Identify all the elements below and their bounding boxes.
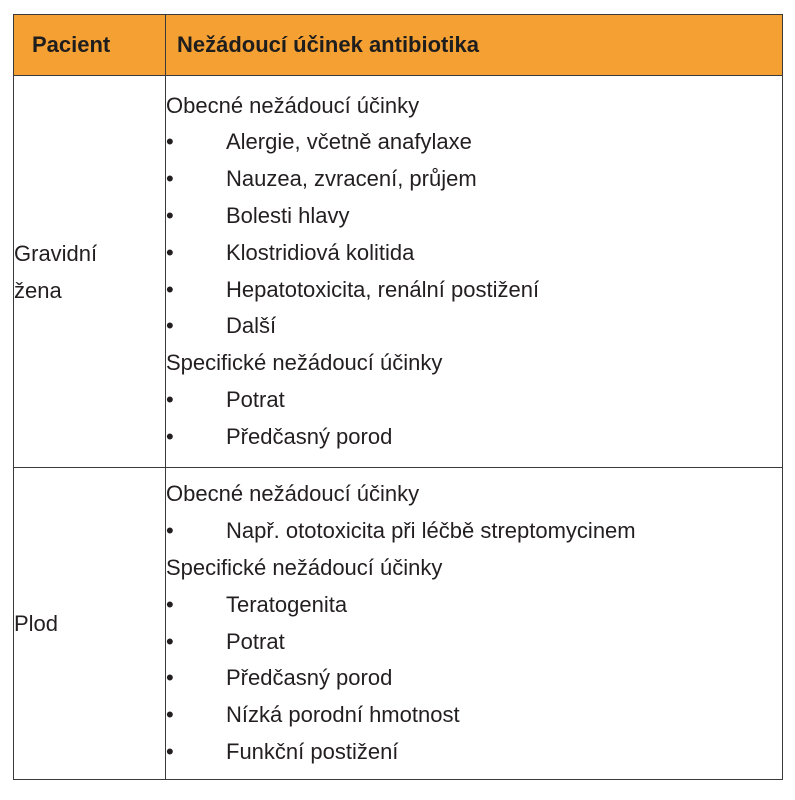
patient-label-line2: žena bbox=[14, 277, 62, 303]
list-item bbox=[166, 308, 782, 345]
group-heading: Specifické nežádoucí účinky bbox=[166, 350, 443, 376]
list-item bbox=[166, 734, 782, 771]
list-item-text: Předčasný porod bbox=[226, 423, 393, 449]
bullet-icon: • bbox=[166, 738, 174, 764]
list-item-text: Nízká porodní hmotnost bbox=[226, 702, 460, 728]
group-heading: Specifické nežádoucí účinky bbox=[166, 554, 443, 580]
list-item-text: Hepatotoxicita, renální postižení bbox=[226, 276, 540, 302]
table-row bbox=[14, 76, 783, 468]
header-patient: Pacient bbox=[14, 15, 166, 76]
bullet-icon: • bbox=[166, 313, 174, 339]
bullet-icon: • bbox=[166, 276, 174, 302]
list-item-text: Např. ototoxicita při léčbě streptomycinem bbox=[226, 518, 636, 544]
header-row bbox=[14, 15, 783, 76]
list-item-text: Potrat bbox=[226, 628, 285, 654]
bullet-icon: • bbox=[166, 518, 174, 544]
patient-label-line1: Gravidní bbox=[14, 240, 98, 266]
patient-label-line1: Plod bbox=[14, 611, 59, 636]
list-item bbox=[166, 272, 782, 309]
list-item bbox=[166, 419, 782, 456]
group-heading: Obecné nežádoucí účinky bbox=[166, 92, 420, 118]
bullet-icon: • bbox=[166, 628, 174, 654]
list-item bbox=[166, 161, 782, 198]
list-item bbox=[166, 235, 782, 272]
list-item-text: Další bbox=[226, 313, 277, 339]
list-item bbox=[166, 382, 782, 419]
patient-cell bbox=[14, 76, 166, 468]
header-adverse-effect: Nežádoucí účinek antibiotika bbox=[166, 15, 783, 76]
bullet-icon: • bbox=[166, 129, 174, 155]
bullet-icon: • bbox=[166, 702, 174, 728]
group-heading: Obecné nežádoucí účinky bbox=[166, 481, 420, 507]
bullet-icon: • bbox=[166, 239, 174, 265]
patient-cell bbox=[14, 468, 166, 780]
list-item-text: Alergie, včetně anafylaxe bbox=[226, 129, 472, 155]
list-item bbox=[166, 198, 782, 235]
list-item-text: Funkční postižení bbox=[226, 738, 399, 764]
list-item bbox=[166, 697, 782, 734]
list-item bbox=[166, 660, 782, 697]
list-item-text: Potrat bbox=[226, 386, 285, 412]
list-item-text: Teratogenita bbox=[226, 591, 348, 617]
bullet-icon: • bbox=[166, 166, 174, 192]
effects-cell bbox=[166, 76, 783, 468]
bullet-icon: • bbox=[166, 591, 174, 617]
list-item-text: Bolesti hlavy bbox=[226, 202, 350, 228]
list-item bbox=[166, 624, 782, 661]
antibiotic-effects-table bbox=[13, 14, 783, 780]
effects-cell bbox=[166, 468, 783, 780]
bullet-icon: • bbox=[166, 202, 174, 228]
table-row bbox=[14, 468, 783, 780]
bullet-icon: • bbox=[166, 423, 174, 449]
list-item-text: Nauzea, zvracení, průjem bbox=[226, 166, 477, 192]
list-item bbox=[166, 124, 782, 161]
list-item bbox=[166, 587, 782, 624]
list-item-text: Klostridiová kolitida bbox=[226, 239, 415, 265]
bullet-icon: • bbox=[166, 386, 174, 412]
list-item-text: Předčasný porod bbox=[226, 665, 393, 691]
list-item bbox=[166, 513, 782, 550]
bullet-icon: • bbox=[166, 665, 174, 691]
